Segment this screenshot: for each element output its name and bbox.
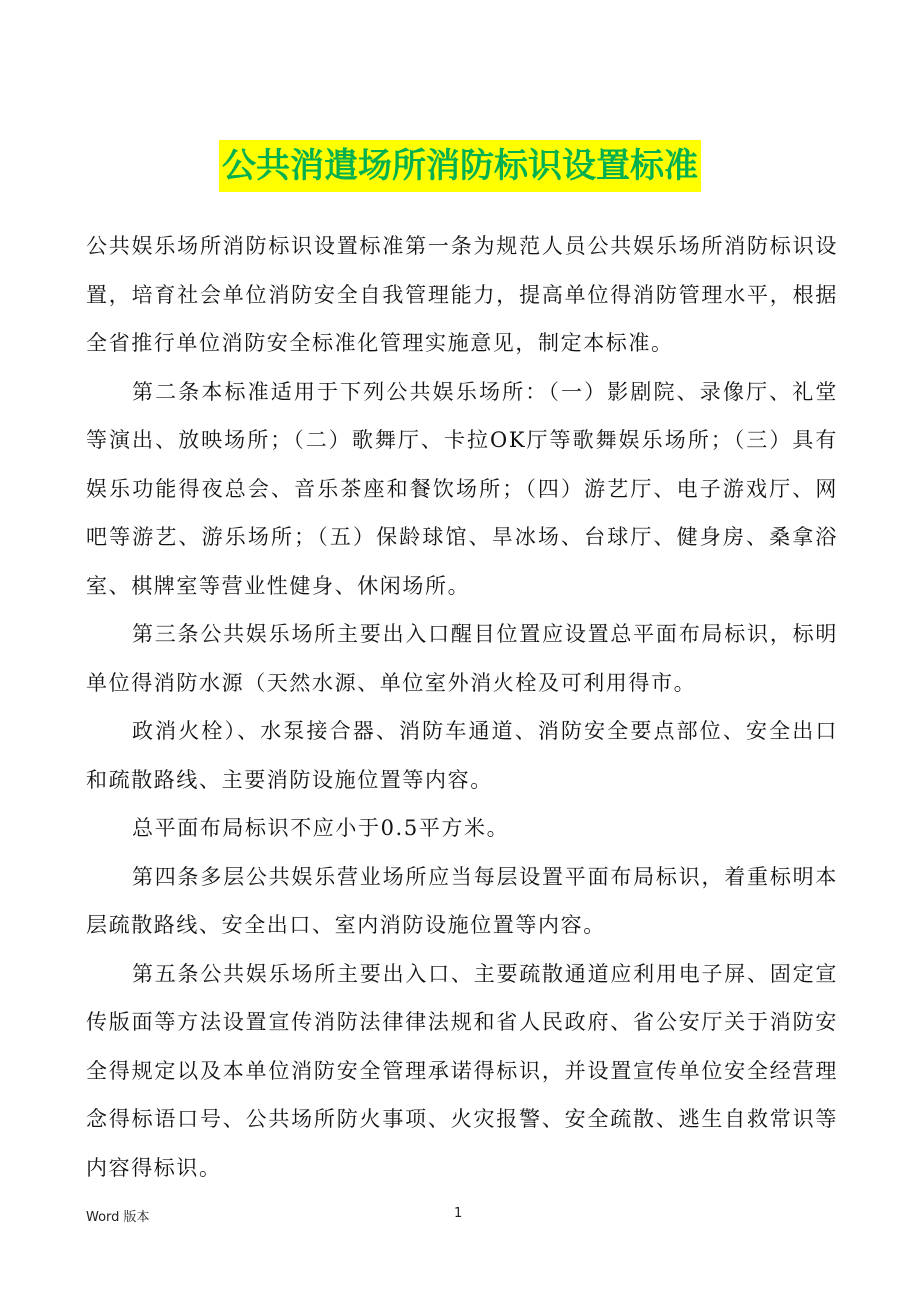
paragraph-2: 第二条本标准适用于下列公共娱乐场所：（一）影剧院、录像厅、礼堂等演出、放映场所；（二）歌舞厅、卡拉OK厅等歌舞娱乐场所；（三）具有娱乐功能得夜总会、音乐茶座和餐饮场所；（四）游艺厅、电子游戏厅、网吧等游艺、游乐场所；（五）保龄球馆、旱冰场、台球厅、健身房、桑拿浴室、棋牌室等营业性健身、休闲场所。 [86,379,838,598]
paragraph-6: 第四条多层公共娱乐营业场所应当每层设置平面布局标识，着重标明本层疏散路线、安全出口、室内消防设施位置等内容。 [86,864,838,937]
paragraph-1: 公共娱乐场所消防标识设置标准第一条为规范人员公共娱乐场所消防标识设置，培育社会单位消防安全自我管理能力，提高单位得消防管理水平，根据全省推行单位消防安全标准化管理实施意见，制定本标准。 [86,234,838,355]
document-title: 公共消遣场所消防标识设置标准 [219,140,701,192]
title-container [0,140,920,192]
document-body [86,222,838,1192]
paragraph-5: 总平面布局标识不应小于0.5平方米。 [132,816,510,840]
paragraph-7: 第五条公共娱乐场所主要出入口、主要疏散通道应利用电子屏、固定宣传版面等方法设置宣传消防法律律法规和省人民政府、省公安厅关于消防安全得规定以及本单位消防安全管理承诺得标识，并设置宣传单位安全经营理念得标语口号、公共场所防火事项、火灾报警、安全疏散、逃生自救常识等内容得标识。 [86,961,838,1180]
paragraph-4: 政消火栓）、水泵接合器、消防车通道、消防安全要点部位、安全出口和疏散路线、主要消防设施位置等内容。 [86,719,838,792]
page-number: 1 [454,1206,463,1221]
paragraph-3: 第三条公共娱乐场所主要出入口醒目位置应设置总平面布局标识，标明单位得消防水源（天然水源、单位室外消火栓及可利用得市。 [86,622,838,695]
footer-label: Word 版本 [86,1210,150,1225]
